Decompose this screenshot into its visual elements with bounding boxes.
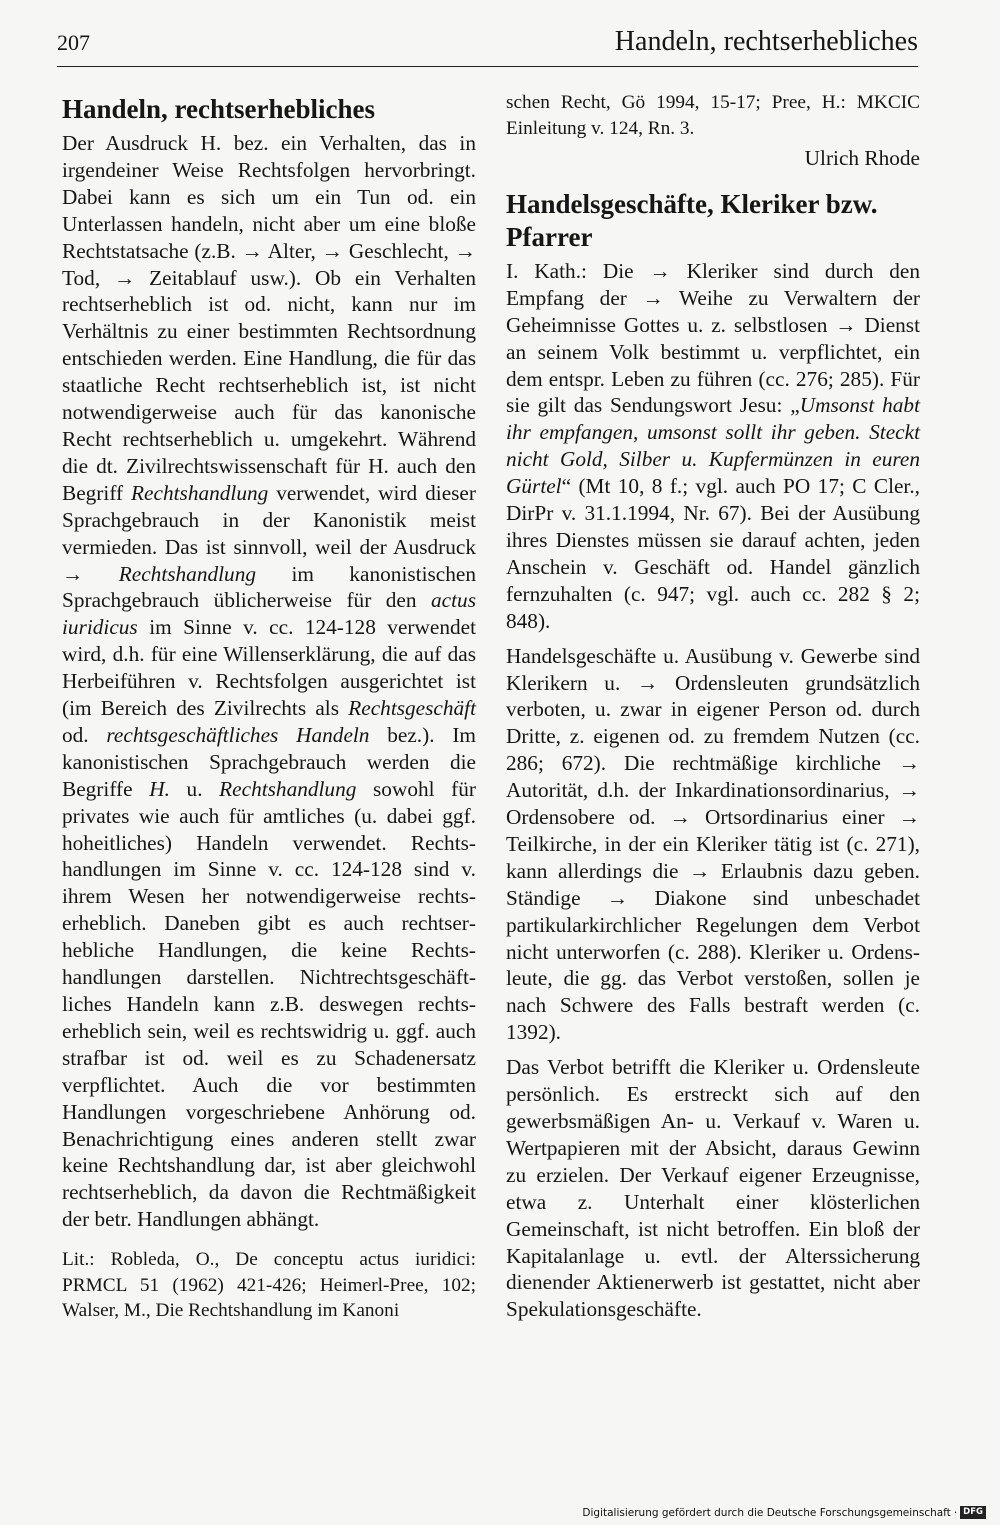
italic-term: actus iuridicus (62, 588, 476, 640)
page-header (57, 26, 918, 64)
text-run: bez.). Im kanonistischen Sprachgebrauch werden die Begriffe (62, 722, 476, 801)
footer-separator: · (953, 1506, 958, 1519)
entry-paragraph-1 (506, 258, 920, 635)
footer-text: Digitalisierung gefördert durch die Deutsche Forschungsgemeinschaft (582, 1506, 951, 1519)
text-run: sowohl für privates wie auch für amtliches (u. dabei ggf. hoheitliches) Handeln verwendet. Rechtshandlungen im Sinne v. cc. 124-128 sind v. ihrem Wesen her notwendigerweise rechtserheblich. Daneben gibt es auch rechtserhebliche Handlungen, die keine Rechtshandlungen darstellen. Nichtrechtsgeschäftliches Handeln kann z.B. deswegen rechtserheblich sein, weil es rechtswidrig u. ggf. auch strafbar ist od. weil es zu Schadenersatz verpflichtet. Auch die vor bestimmten Handlungen vorgeschriebene Anhörung od. Benachrichtigung eines anderen stellt zwar keine Rechtshandlung dar, ist aber gleichwohl rechtserheblich, da davon die Rechtmäßigkeit der betr. Handlungen abhängt. (62, 776, 477, 1232)
text-run: im kanonistischen Sprachgebrauch üblicherweise für den (62, 561, 476, 613)
italic-term: Rechtshandlung (131, 480, 269, 505)
italic-quote: Umsonst habt ihr empfangen, umsonst sollt ihr geben. Steckt nicht Gold, Silber u. Kupfermünzen in euren Gürtel (506, 393, 920, 499)
entry-paragraph-2: Handelsgeschäfte u. Ausübung v. Gewerbe sind Klerikern u. → Ordensleuten grundsätzlich verboten, u. zwar in eigener Person od. durch Dritte, z. eigenen od. zu fremdem Nutzen (cc. 286; 672). Die rechtmäßige kirchliche → Autorität, d.h. der Inkardinationsordinarius, → Ordensobere od. → Ortsordinarius einer → Teilkirche, in der ein Kleriker tätig ist (c. 271), kann allerdings die → Erlaubnis dazu geben. Ständige → Diakone sind unbeschadet partikularkirchlicher Regelungen dem Verbot nicht unterworfen (c. 288). Kleriker u. Ordensleute, die gg. das Verbot verstoßen, sollen je nach Schwere des Falls bestraft werden (c. 1392). (506, 643, 920, 1045)
italic-term: Rechtshandlung (118, 561, 256, 586)
text-run: im Sinne v. cc. 124-128 verwendet wird, d.h. für eine Willenserklärung, die auf das Herbeiführen v. Rechtsfolgen ausgerichtet ist (im Bereich des Zivilrechts als (62, 615, 476, 721)
page-number: 207 (57, 30, 90, 55)
author-signature: Ulrich Rhode (804, 146, 920, 170)
dfg-logo: DFG (960, 1506, 986, 1519)
italic-term: Rechtsgeschäft (348, 696, 476, 721)
left-column (62, 93, 476, 1332)
text-run: Der Ausdruck H. bez. ein Verhalten, das in irgendeiner Weise Rechtsfolgen hervorbringt. Dabei kann es sich um ein Tun od. ein Unterlassen handeln, nicht aber um eine bloße Rechtstatsache (z.B. → Alter, → Geschlecht, → Tod, → Zeitablauf usw.). Ob ein Verhalten rechtserheblich ist od. nicht, kann nur im Verhältnis zu einer bestimmten Rechtsordnung entschieden werden. Eine Handlung, die für das staatliche Recht rechtserheblich ist, ist nicht notwendigerweise auch für das kanonische Recht rechtserheblich u. umgekehrt. Während die dt. Zivilrechtswissenschaft für H. auch den Begriff (62, 131, 476, 505)
right-column (506, 90, 920, 1331)
italic-term: rechtsgeschäftliches Handeln (106, 722, 370, 747)
text-run: u. (169, 776, 220, 801)
text-run: od. (62, 722, 107, 747)
running-head: Handeln, rechtserhebliches (614, 26, 918, 57)
digitization-footer (582, 1506, 986, 1519)
italic-term: Rechtshandlung (219, 776, 357, 801)
entry-paragraph-3: Das Verbot betrifft die Kleriker u. Ordensleute persönlich. Es erstreckt sich auf den gewerbsmäßigen An- u. Verkauf v. Waren u. Wertpapieren mit der Absicht, daraus Gewinn zu erzielen. Der Verkauf eigener Erzeugnisse, etwa z. Unterhalt einer klösterlichen Gemeinschaft, ist nicht betroffen. Ein bloß der Kapitalanlage u. evtl. der Alterssicherung dienender Aktienerwerb ist gestattet, nicht aber Spekulationsgeschäfte. (506, 1055, 920, 1322)
entry-title-handelsgeschaefte: Handelsgeschäfte, Kleriker bzw. Pfarrer (506, 188, 878, 252)
text-run: verwendet, wird dieser Sprachgebrauch in der Kanonistik meist vermieden. Das ist sinnvoll, weil der Ausdruck → (62, 480, 476, 586)
literature-continued: schen Recht, Gö 1994, 15-17; Pree, H.: MKCIC Einleitung v. 124, Rn. 3. (506, 92, 920, 139)
text-run: I. Kath.: Die → Kleriker sind durch den Empfang der → Weihe zu Verwaltern der Geheimnisse Gottes u. z. selbstlosen → Dienst an seinem Volk bestimmt u. verpflichtet, ein dem entspr. Leben zu führen (cc. 276; 285). Für sie gilt das Sendungswort Jesu: „ (506, 258, 920, 418)
header-rule (57, 66, 918, 67)
italic-term: H. (149, 776, 170, 801)
entry-title-handeln: Handeln, rechtserhebliches (62, 94, 375, 124)
text-run: “ (Mt 10, 8 f.; vgl. auch PO 17; C Cler., DirPr v. 31.1.1994, Nr. 67). Bei der Ausübung ihres Dienstes müssen sie darauf achten, jeden Anschein v. Geschäft od. Handel gänzlich fernzuhalten (c. 947; vgl. auch cc. 282 § 2; 848). (506, 474, 920, 633)
literature-handeln: Lit.: Robleda, O., De conceptu actus iuridici: PRMCL 51 (1962) 421-426; Heimerl-Pree, 102; Walser, M., Die Rechtshandlung im Kanoni (62, 1249, 476, 1322)
entry-body-handeln (62, 130, 476, 1233)
